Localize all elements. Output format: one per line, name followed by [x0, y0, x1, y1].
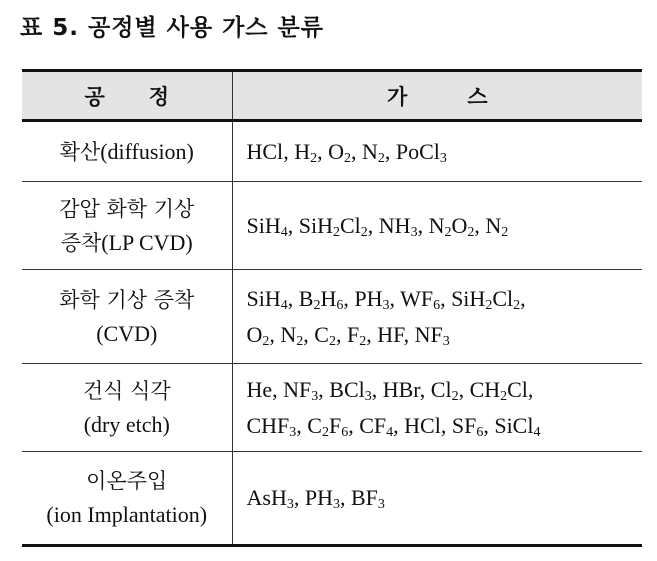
- gas-formula: HF: [377, 321, 404, 347]
- gas-formula: PoCl$_3$: [395, 138, 447, 166]
- gas-formula: $CH_2Cl$: [469, 376, 528, 404]
- process-cell: [22, 270, 232, 364]
- process-label-line: [22, 317, 232, 351]
- gas-formula: $N_2$: [361, 138, 385, 166]
- gas-formula: $SiH_2Cl_2$: [298, 212, 368, 240]
- gas-formula: $PH_3$: [354, 285, 390, 313]
- process-name-korean: 감압 화학 기상: [59, 196, 195, 221]
- gas-formula: $C_2F_6$: [307, 412, 349, 440]
- header-process: 공정: [22, 71, 232, 121]
- table-row: [22, 182, 642, 270]
- gas-formula: $H_2$: [294, 138, 318, 166]
- process-label-line: [22, 135, 232, 169]
- gas-formula: SiH$_4$: [246, 212, 288, 240]
- process-name-english: (dry etch): [83, 411, 170, 437]
- process-name-english: (LP CVD): [101, 229, 193, 255]
- header-gas: 가스: [232, 71, 642, 121]
- gases-cell: [232, 270, 642, 364]
- gas-formula: HCl: [246, 138, 284, 164]
- process-name-english: (diffusion): [100, 138, 194, 164]
- process-name-korean: 확산: [59, 139, 101, 164]
- process-name-korean: 증착: [60, 230, 102, 255]
- gas-formula: $Cl_2$: [430, 376, 459, 404]
- gas-formula: $NF_3$: [283, 376, 319, 404]
- gas-formula: $NF_3$: [414, 321, 450, 349]
- gas-list-line: SiH$_4$, $SiH_2Cl_2$, $NH_3$, $N_2O_2$, $N_2$: [246, 212, 509, 240]
- table-row: [22, 270, 642, 364]
- process-name-korean: 건식 식각: [82, 378, 171, 403]
- gas-formula: $CF_4$: [359, 412, 394, 440]
- gas-list-line: He, $NF_3$, BCl$_3$, HBr, $Cl_2$, $CH_2Cl$,: [246, 376, 539, 404]
- process-label-line: [22, 464, 232, 498]
- gas-formula: $NH_3$: [378, 212, 418, 240]
- process-name-korean: 이온주입: [86, 469, 168, 493]
- gas-formula: $SF_6$: [451, 412, 484, 440]
- process-name-english: (ion Implantation): [46, 502, 208, 527]
- process-cell: [22, 182, 232, 270]
- gas-formula: SiCl$_4$: [494, 412, 541, 440]
- process-label-line: [22, 192, 232, 226]
- gas-list-line: HCl, $H_2$, $O_2$, $N_2$, PoCl$_3$: [246, 138, 447, 166]
- process-cell: [22, 364, 232, 452]
- gas-classification-table: [22, 69, 642, 547]
- gas-formula: $F_2$: [346, 321, 367, 349]
- process-cell: [22, 452, 232, 546]
- gas-formula: SiH$_4$: [246, 285, 288, 313]
- gas-formula: $N_2$: [280, 321, 304, 349]
- process-label-line: [22, 408, 232, 442]
- table-caption: 표 5. 공정별 사용 가스 분류: [20, 15, 324, 41]
- table-row: [22, 364, 642, 452]
- process-name-english: (CVD): [96, 320, 158, 346]
- gas-list-line: $O_2$, $N_2$, $C_2$, $F_2$, HF, $NF_3$: [246, 321, 450, 349]
- gas-formula: $PH_3$: [304, 485, 340, 512]
- gas-formula: $WF_6$: [400, 285, 441, 313]
- process-name-korean: 화학 기상 증착: [59, 287, 195, 312]
- gas-formula: $N_2$: [485, 212, 509, 240]
- process-cell: [22, 121, 232, 182]
- gas-formula: $C_2$: [314, 321, 336, 349]
- gas-formula: He: [246, 376, 273, 402]
- table-header-row: [22, 71, 642, 121]
- gas-formula: $N_2O_2$: [428, 212, 475, 240]
- gas-formula: BCl$_3$: [329, 376, 372, 404]
- gas-formula: AsH$_3$: [246, 485, 294, 512]
- gas-formula: $CHF_3$: [246, 412, 297, 440]
- gas-formula: $SiH_2Cl_2$: [451, 285, 521, 313]
- gases-cell: [232, 182, 642, 270]
- process-label-line: [22, 374, 232, 408]
- gas-list-line: SiH$_4$, $B_2H_6$, $PH_3$, $WF_6$, $SiH_2Cl_2$,: [246, 285, 532, 313]
- gases-cell: [232, 121, 642, 182]
- gas-formula: $B_2H_6$: [298, 285, 344, 313]
- gas-formula: $BF_3$: [350, 485, 385, 512]
- process-label-line: [22, 283, 232, 317]
- gases-cell: [232, 452, 642, 546]
- gas-formula: HCl: [404, 412, 441, 438]
- gas-formula: $O_2$: [328, 138, 351, 166]
- gas-list-line: AsH$_3$, $PH_3$, $BF_3$: [246, 485, 385, 512]
- table-row: [22, 452, 642, 546]
- gases-cell: [232, 364, 642, 452]
- table-row: [22, 121, 642, 182]
- gas-list-line: $CHF_3$, $C_2F_6$, $CF_4$, HCl, $SF_6$, SiCl$_4$: [246, 412, 541, 440]
- process-label-line: [22, 498, 232, 532]
- gas-formula: $O_2$: [246, 321, 270, 349]
- process-label-line: [22, 226, 232, 260]
- gas-formula: HBr: [382, 376, 420, 402]
